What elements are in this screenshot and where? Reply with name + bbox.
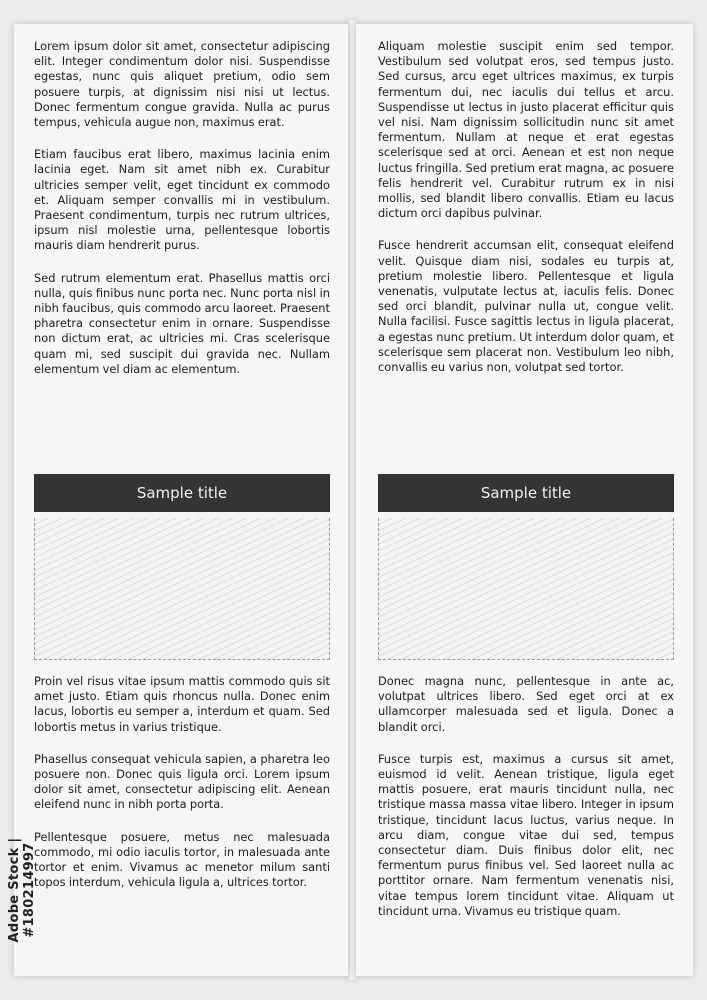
paragraph: Proin vel risus vitae ipsum mattis commodo quis sit amet justo. Etiam quis rhoncus nulla. Donec enim lacus, lobortis eu semper a, interdum et quam. Sed lobortis metus in varius tristique. xyxy=(34,674,330,734)
image-placeholder xyxy=(34,518,330,660)
paragraph: Donec magna nunc, pellentesque in ante ac, volutpat ultrices libero. Sed eget orci at ex ullamcorper malesuada sed et ligula. Donec a blandit orci. xyxy=(378,674,674,734)
paragraph: Etiam faucibus erat libero, maximus lacinia enim lacinia eget. Nam sit amet nibh ex. Curabitur ultricies semper velit, eget tincidunt ex commodo et. Aliquam semper convallis mi in vestibulum. Praesent condimentum, turpis nec rutrum ultrices, ipsum nisl molestie urna, pellentesque lobortis mauris diam hendrerit purus. xyxy=(34,147,330,253)
left-top-text xyxy=(34,39,330,377)
stock-watermark-id: Adobe Stock | #180214997 xyxy=(7,837,37,943)
right-page xyxy=(356,24,693,976)
left-page xyxy=(14,24,348,976)
paragraph: Sed rutrum elementum erat. Phasellus mattis orci nulla, quis finibus nunc porta nec. Nunc porta nisl in nibh faucibus, quis commodo arcu laoreet. Praesent pharetra consectetur enim in ornare. Suspendisse non dictum erat, ac ultricies mi. Cras scelerisque quam mi, sed suscipit dui gravida nec. Nullam elementum vel diam ac elementum. xyxy=(34,270,330,376)
right-bottom-text xyxy=(378,674,674,919)
paragraph: Pellentesque posuere, metus nec malesuada commodo, mi odio iaculis tortor, in malesuada ante tortor et enim. Vivamus ac menetor milum santi topos interdum, vehicula ligula a, ultrices tortor. xyxy=(34,829,330,890)
right-top-text xyxy=(378,39,674,375)
image-placeholder xyxy=(378,518,674,660)
left-bottom-text xyxy=(34,674,330,890)
section-title: Sample title xyxy=(378,474,674,512)
paragraph: Phasellus consequat vehicula sapien, a pharetra leo posuere non. Donec quis ligula orci. Lorem ipsum dolor sit amet, consectetur adipiscing elit. Aenean eleifend nunc in nibh porta porta. xyxy=(34,751,330,812)
paragraph: Fusce hendrerit accumsan elit, consequat eleifend velit. Quisque diam nisi, sodales eu turpis at, pretium molestie libero. Pellentesque et ligula venenatis, vulputate lectus at, iaculis felis. Donec sed orci blandit, pulvinar nulla ut, congue velit. Nulla facilisi. Fusce sagittis lectus in ligula placerat, a egestas nunc pretium. Ut interdum dolor quam, et scelerisque sem placerat non. Vestibulum leo nibh, convallis eu varius non, volutpat sed tortor. xyxy=(378,238,674,375)
paragraph: Aliquam molestie suscipit enim sed tempor. Vestibulum sed volutpat eros, sed tempus justo. Sed cursus, arcu eget ultrices maximus, ex turpis fermentum dui, nec iaculis dui tellus et arcu. Suspendisse ut lectus in justo placerat efficitur quis vel nisi. Nam dignissim sollicitudin nunc sit amet fermentum. Nullam at neque et erat egestas scelerisque sed at orci. Aenean et est non neque luctus fringilla. Sed pretium erat magna, ac posuere felis hendrerit vel. Curabitur rutrum ex in nisi mollis, sed blandit libero convallis. Etiam eu lacus dictum orci dapibus pulvinar. xyxy=(378,39,674,221)
paragraph: Lorem ipsum dolor sit amet, consectetur adipiscing elit. Integer condimentum dolor nisi. Suspendisse egestas, nunc quis aliquet pretium, odio sem posuere turpis, at dignissim nisi nisi ut lectus. Donec fermentum congue gravida. Nulla ac purus tempus, vehicula augue non, maximus erat. xyxy=(34,39,330,130)
paragraph: Fusce turpis est, maximus a cursus sit amet, euismod id velit. Aenean tristique, ligula eget mattis posuere, erat mauris tincidunt nulla, nec tristique massa massa vitae libero. Integer in ipsum tristique, tincidunt lacus luctus, varius neque. In arcu diam, congue vitae dui sed, tempus consectetur diam. Duis finibus dolor elit, nec fermentum purus finibus vel. Sed laoreet nulla ac porttitor ornare. Nam fermentum venenatis nisi, vitae tempus lorem tincidunt vitae. Aliquam ut tincidunt urna. Vivamus eu tristique quam. xyxy=(378,751,674,918)
section-title: Sample title xyxy=(34,474,330,512)
